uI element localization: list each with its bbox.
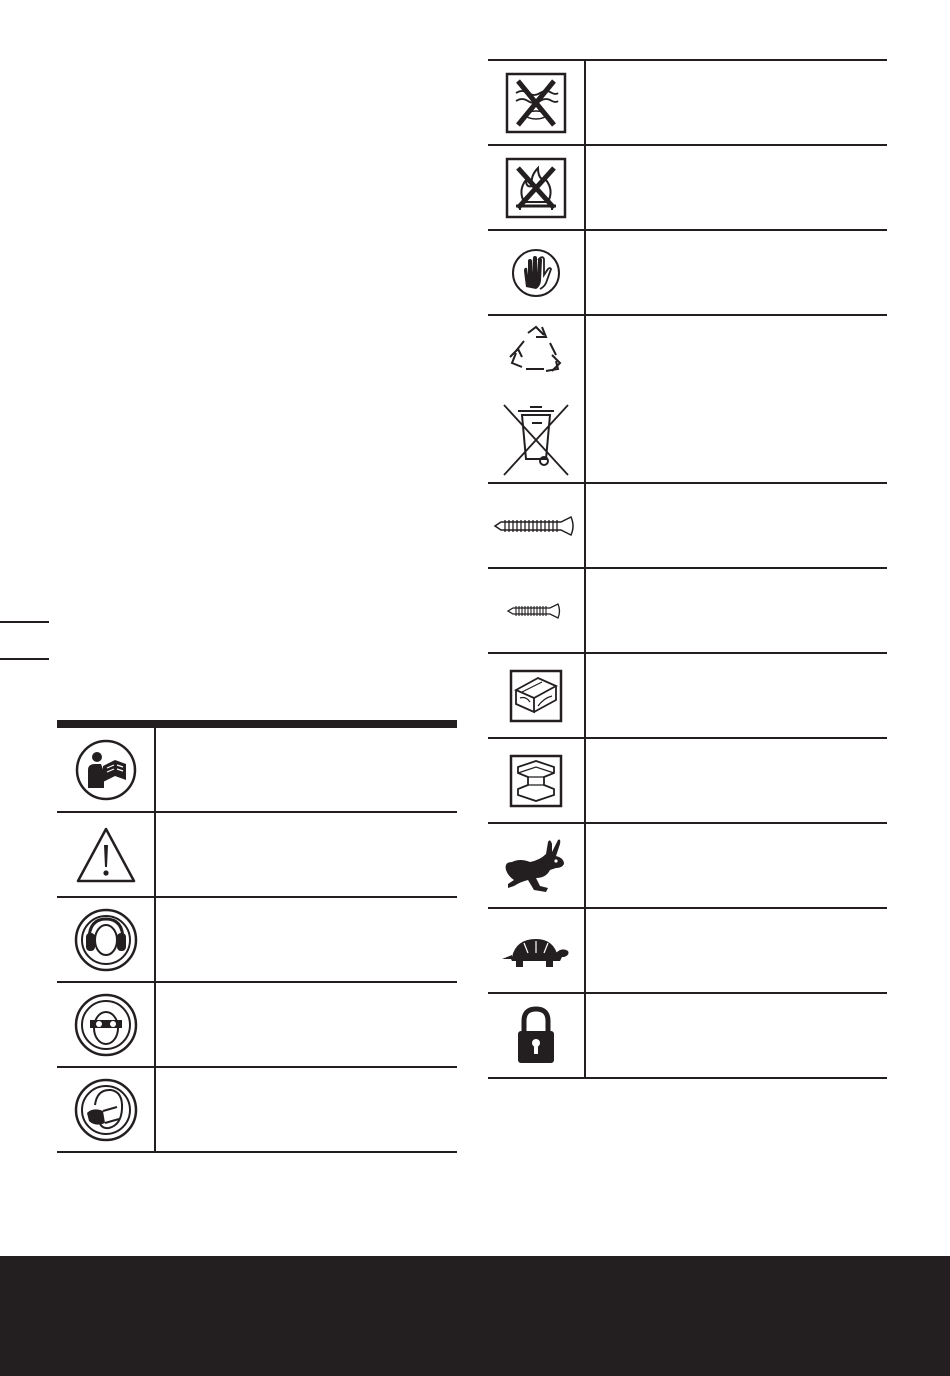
symbol-description	[155, 982, 457, 1067]
icon-cell	[488, 993, 585, 1078]
icon-cell	[488, 483, 585, 568]
icon-cell	[488, 145, 585, 230]
symbol-description	[155, 812, 457, 897]
symbol-description	[585, 60, 887, 145]
table-row	[488, 993, 887, 1078]
table-row	[57, 1067, 457, 1152]
low-speed-turtle-icon	[498, 931, 574, 971]
symbol-description	[585, 993, 887, 1078]
table-row	[488, 230, 887, 315]
wood-material-icon	[508, 668, 564, 724]
icon-cell	[57, 812, 155, 897]
icon-cell	[57, 1067, 155, 1152]
icon-cell	[57, 724, 155, 812]
do-not-expose-to-rain-icon	[504, 71, 568, 135]
eye-protection-icon	[73, 992, 139, 1058]
dust-mask-icon	[73, 1077, 139, 1143]
do-not-burn-battery-icon	[504, 156, 568, 220]
margin-rule-bottom	[0, 658, 49, 660]
table-row	[488, 908, 887, 993]
icon-cell	[488, 823, 585, 908]
table-row	[57, 812, 457, 897]
symbol-description	[585, 653, 887, 738]
icon-cell	[488, 60, 585, 145]
table-row	[57, 897, 457, 982]
read-manual-icon	[74, 738, 138, 802]
table-row	[57, 982, 457, 1067]
table-row	[488, 60, 887, 145]
symbol-description	[585, 145, 887, 230]
metal-material-icon	[508, 753, 564, 809]
footer-bar	[0, 1256, 950, 1376]
high-speed-rabbit-icon	[500, 836, 572, 896]
table-row	[488, 145, 887, 230]
ear-protection-icon	[73, 907, 139, 973]
symbol-description	[585, 315, 887, 483]
warning-triangle-icon	[74, 825, 138, 885]
icon-cell	[488, 738, 585, 823]
symbol-description	[585, 738, 887, 823]
table-row	[488, 653, 887, 738]
icon-cell	[57, 982, 155, 1067]
symbol-description	[155, 897, 457, 982]
short-screw-icon	[506, 601, 566, 621]
symbol-table-right	[488, 59, 887, 1079]
symbol-description	[585, 230, 887, 315]
margin-rule-top	[0, 621, 49, 623]
table-row	[488, 315, 887, 483]
table-row	[57, 724, 457, 812]
symbol-description	[155, 1067, 457, 1152]
symbol-description	[585, 483, 887, 568]
table-row	[488, 568, 887, 653]
icon-cell	[488, 908, 585, 993]
icon-cell	[488, 653, 585, 738]
icon-cell	[488, 568, 585, 653]
icon-cell	[488, 230, 585, 315]
symbol-description	[155, 724, 457, 812]
wear-gloves-icon	[510, 247, 562, 299]
table-row	[488, 823, 887, 908]
recycle-and-crossed-bin-icon	[496, 319, 576, 479]
long-screw-icon	[491, 514, 581, 538]
table-row	[488, 738, 887, 823]
symbol-description	[585, 823, 887, 908]
icon-cell	[57, 897, 155, 982]
symbol-table-left	[57, 720, 457, 1153]
lock-icon	[514, 1005, 558, 1067]
icon-cell	[488, 315, 585, 483]
symbol-description	[585, 908, 887, 993]
symbol-description	[585, 568, 887, 653]
table-row	[488, 483, 887, 568]
